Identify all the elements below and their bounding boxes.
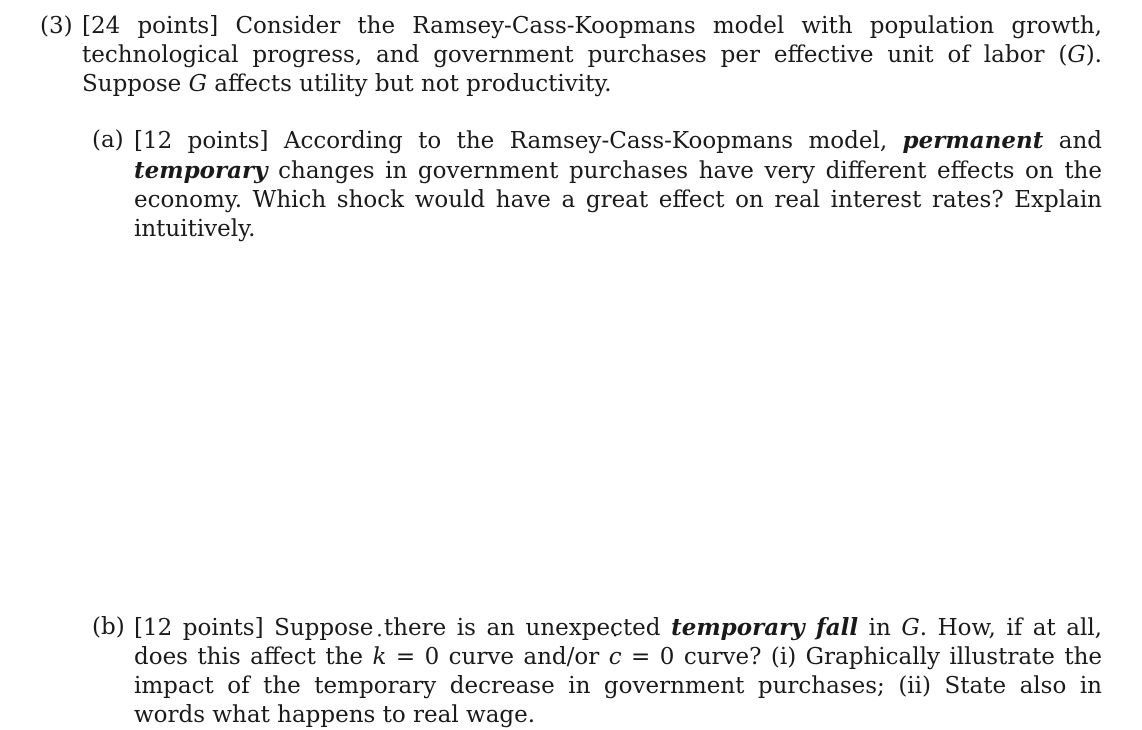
- part-b-label: (b): [92, 614, 125, 640]
- emphasis-temporary-fall: temporary fall: [671, 614, 859, 641]
- part-b-points: [12 points]: [134, 615, 264, 641]
- var-g: G: [188, 71, 207, 97]
- emphasis-temporary: temporary: [134, 157, 268, 184]
- part-a-question: [12 points] According to the Ramsey-Cass-Koopmans model, permanent and temporary changes in government purchases have very different effects on the economy. Which shock would have a great effect on real interest rates? Explain intuitively.: [134, 127, 1102, 242]
- part-b: [92, 613, 1102, 730]
- part-a-points: [12 points]: [134, 128, 269, 154]
- problem-3: [40, 12, 1102, 99]
- problem-statement: [24 points] Consider the Ramsey-Cass-Koopmans model with population growth, technological progress, and government purchases per effective unit of labor (G). Suppose G affects utility but not productivity.: [82, 13, 1102, 97]
- var-g: G: [901, 615, 920, 641]
- problem-number: (3): [40, 13, 73, 39]
- c-dot-symbol: ˙ c: [609, 643, 622, 672]
- k-dot-symbol: ˙ k: [372, 643, 386, 672]
- emphasis-permanent: permanent: [902, 127, 1044, 154]
- var-g: G: [1067, 42, 1086, 68]
- answer-space: [132, 222, 1092, 602]
- problem-points: [24 points]: [82, 13, 219, 39]
- part-b-question: [12 points] Suppose there is an unexpected temporary fall in G. How, if at all, does this affect the ˙ k = 0 curve and/or ˙ c = 0 curve? (i) Graphically illustrate the impact of the temporary decrease in government purchases; (ii) State also in words what happens to real wage.: [134, 613, 1102, 730]
- part-a-label: (a): [92, 127, 124, 153]
